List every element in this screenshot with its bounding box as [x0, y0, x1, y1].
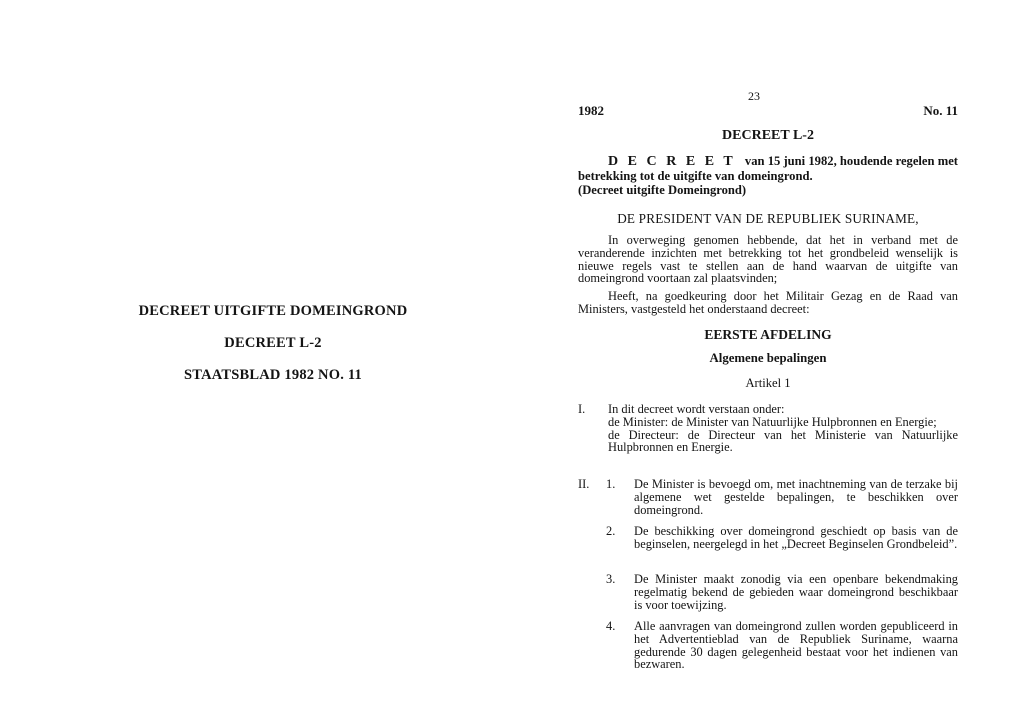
sub-item-text: De Minister maakt zonodig via een openbare bekendmaking regelmatig bekend de gebieden waar domeingrond beschikbaar is voor toewijzing. — [634, 572, 958, 612]
sub-item-number: 1. — [606, 477, 616, 491]
sub-item-number: 4. — [606, 619, 616, 633]
sub-item-number: 3. — [606, 572, 616, 586]
decree-heading: DECREET L-2 — [722, 128, 814, 143]
sub-item-number: 2. — [606, 524, 616, 538]
enacted-paragraph: Heeft, na goedkeuring door het Militair Gezag en de Raad van Ministers, vastgesteld het onderstaand decreet: — [578, 289, 958, 316]
article-item-i — [578, 403, 958, 454]
article-title: Artikel 1 — [745, 376, 791, 390]
article-item-ii-1 — [578, 478, 958, 516]
page-number: 23 — [748, 89, 760, 103]
section-title: EERSTE AFDELING — [704, 327, 832, 342]
definition-directeur: de Directeur: de Directeur van het Ministerie van Natuurlijke Hulpbronnen en Energie. — [608, 427, 958, 455]
decree-intro-text: van 15 juni 1982, houdende regelen met betrekking tot de uitgifte van domeingrond. — [578, 154, 958, 183]
section-subtitle: Algemene bepalingen — [709, 351, 827, 365]
decree-short-title: (Decreet uitgifte Domeingrond) — [578, 183, 747, 197]
decree-intro — [578, 154, 958, 197]
decree-intro-spaced: D E C R E E T — [608, 154, 736, 169]
item-number: II. — [578, 477, 590, 491]
header-year: 1982 — [578, 103, 604, 118]
left-page-title: DECREET UITGIFTE DOMEINGROND — [138, 303, 408, 319]
left-page-subtitle: DECREET L-2 — [224, 335, 322, 351]
issue-number: No. 11 — [923, 103, 958, 118]
definition-minister: de Minister: de Minister van Natuurlijke Hulpbronnen en Energie; — [608, 414, 937, 429]
sub-item-text: De Minister is bevoegd om, met inachtneming van de terzake bij algemene wet gestelde bepalingen, te beschikken over domeingrond. — [634, 477, 958, 517]
considering-paragraph: In overweging genomen hebbende, dat het in verband met de veranderende inzichten met betrekking tot het grondbeleid wenselijk is nieuwe regels vast te stellen aan de hand waarvan de uitgifte van domeingrond voortaan zal plaatsvinden; — [578, 233, 958, 286]
article-item-ii-4 — [578, 620, 958, 671]
president-line: DE PRESIDENT VAN DE REPUBLIEK SURINAME, — [617, 211, 919, 226]
left-page-staatsblad: STAATSBLAD 1982 NO. 11 — [184, 367, 362, 383]
article-item-ii-3 — [578, 573, 958, 611]
item-intro: In dit decreet wordt verstaan onder: — [608, 402, 785, 416]
sub-item-text: De beschikking over domeingrond geschiedt op basis van de beginselen, neergelegd in het „Decreet Beginselen Grondbeleid”. — [634, 524, 958, 551]
item-number: I. — [578, 402, 586, 416]
sub-item-text: Alle aanvragen van domeingrond zullen worden gepubliceerd in het Advertentieblad van de Republiek Suriname, waarna gedurende 30 dagen gelegenheid bestaat voor het indienen van bezwaren. — [634, 619, 958, 672]
article-item-ii-2 — [578, 525, 958, 551]
